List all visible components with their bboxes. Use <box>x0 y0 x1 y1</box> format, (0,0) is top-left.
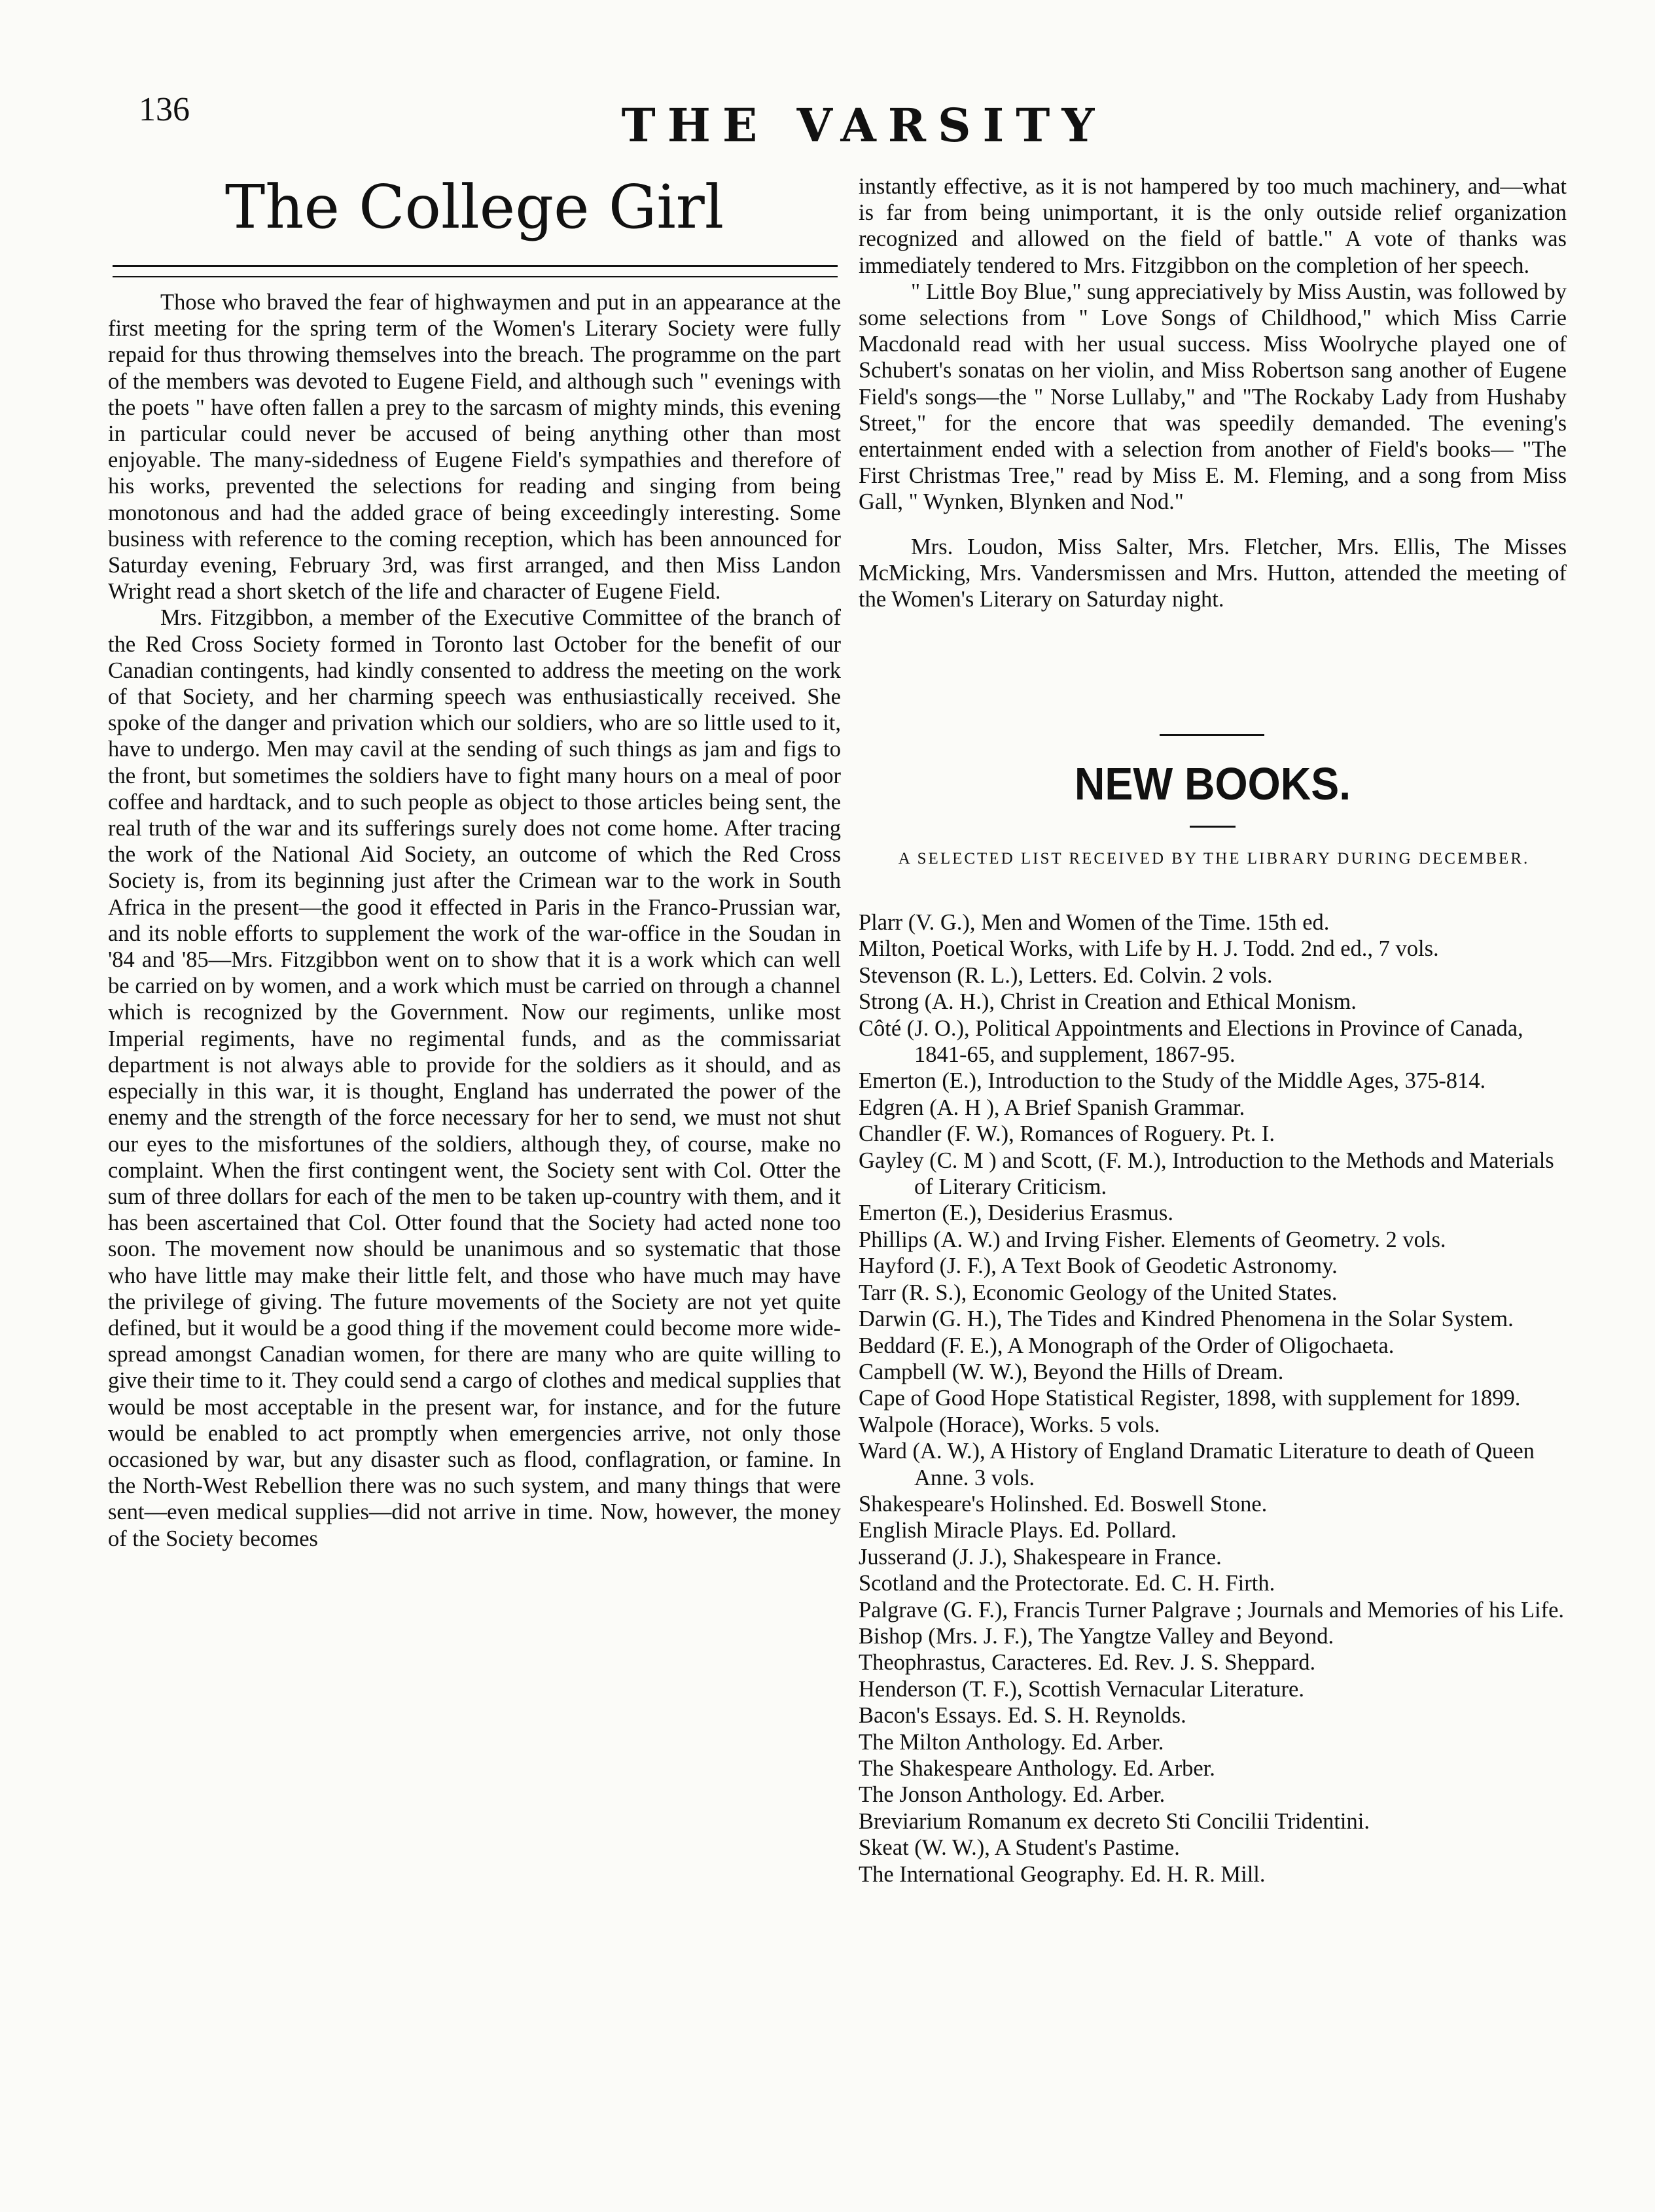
book-entry: Gayley (C. M ) and Scott, (F. M.), Introduction to the Methods and Materials of Literary Criticism. <box>859 1148 1554 1200</box>
book-entry: Côté (J. O.), Political Appointments and Elections in Province of Canada, 1841-65, and supplement, 1867-95. <box>859 1015 1523 1068</box>
new-books-heading: NEW BOOKS. <box>1074 758 1351 809</box>
book-entry: Hayford (J. F.), A Text Book of Geodetic Astronomy. <box>859 1254 1338 1279</box>
book-entry: Emerton (E.), Desiderius Erasmus. <box>859 1201 1173 1226</box>
book-entry: The Jonson Anthology. Ed. Arber. <box>859 1782 1166 1808</box>
article-paragraph: " Little Boy Blue," sung appreciatively by Miss Austin, was followed by some selections from " Love Songs of Childhood," which Miss Carrie Macdonald read with her usual success. Miss Woolryche played one of Schubert's sonatas on her violin, and Miss Robertson sang another of Eugene Field's songs—the " Norse Lullaby," and "The Rockaby Lady from Hushaby Street," for the encore that was speedily demanded. The evening's entertainment ended with a selection from another of Field's books— "The First Christmas Tree," read by Miss E. M. Fleming, and a song from Miss Gall, " Wynken, Blynken and Nod." <box>859 279 1567 515</box>
book-entry: Bacon's Essays. Ed. S. H. Reynolds. <box>859 1703 1186 1729</box>
book-entry: Emerton (E.), Introduction to the Study of the Middle Ages, 375-814. <box>859 1068 1486 1094</box>
book-entry: Scotland and the Protectorate. Ed. C. H. Firth. <box>859 1571 1275 1596</box>
book-entry: Darwin (G. H.), The Tides and Kindred Phenomena in the Solar System. <box>859 1307 1514 1332</box>
book-entry: The International Geography. Ed. H. R. Mill. <box>859 1861 1266 1887</box>
book-entry: Cape of Good Hope Statistical Register, 1898, with supplement for 1899. <box>859 1386 1521 1411</box>
book-entry: Walpole (Horace), Works. 5 vols. <box>859 1412 1160 1437</box>
book-entry: Breviarium Romanum ex decreto Sti Concilii Tridentini. <box>859 1808 1370 1834</box>
book-entry: Plarr (V. G.), Men and Women of the Time. 15th ed. <box>859 910 1330 935</box>
new-books-subtitle: A SELECTED LIST RECEIVED BY THE LIBRARY DURING DECEMBER. <box>898 850 1530 868</box>
book-entry: Beddard (F. E.), A Monograph of the Order of Oligochaeta. <box>859 1333 1395 1358</box>
book-entry: Skeat (W. W.), A Student's Pastime. <box>859 1835 1180 1861</box>
book-entry: Henderson (T. F.), Scottish Vernacular Literature. <box>859 1676 1304 1702</box>
article-paragraph: Mrs. Loudon, Miss Salter, Mrs. Fletcher, Mrs. Ellis, The Misses McMicking, Mrs. Vandersmissen and Mrs. Hutton, attended the meeting of the Women's Literary on Saturday night. <box>859 534 1567 612</box>
book-entry: Strong (A. H.), Christ in Creation and Ethical Monism. <box>859 989 1357 1015</box>
book-entry: Palgrave (G. F.), Francis Turner Palgrave ; Journals and Memories of his Life. <box>859 1597 1565 1623</box>
article-right-column <box>859 173 1567 612</box>
article-paragraph: Those who braved the fear of highwaymen and put in an appearance at the first meeting for the spring term of the Women's Literary Society were fully repaid for thus throwing themselves into the breach. The programme on the part of the members was devoted to Eugene Field, and although such " evenings with the poets " have often fallen a prey to the sarcasm of mighty minds, this evening in particular could never be accused of being anything other than most enjoyable. The many-sidedness of Eugene Field's sympathies and therefore of his works, prevented the selections for reading and singing from being monotonous and had the added grace of being exceedingly interesting. Some business with reference to the coming reception, which has been announced for Saturday evening, February 3rd, was first arranged, and then Miss Landon Wright read a short sketch of the life and character of Eugene Field. <box>108 290 841 605</box>
book-entry: Campbell (W. W.), Beyond the Hills of Dream. <box>859 1359 1284 1384</box>
section-divider <box>1160 734 1264 736</box>
book-entry: Phillips (A. W.) and Irving Fisher. Elements of Geometry. 2 vols. <box>859 1227 1446 1252</box>
book-entry: Ward (A. W.), A History of England Dramatic Literature to death of Queen Anne. 3 vols. <box>859 1439 1535 1490</box>
book-entry: Chandler (F. W.), Romances of Roguery. Pt. I. <box>859 1121 1275 1147</box>
book-entry: Jusserand (J. J.), Shakespeare in France. <box>859 1544 1222 1570</box>
article-paragraph: Mrs. Fitzgibbon, a member of the Executive Committee of the branch of the Red Cross Society formed in Toronto last October for the benefit of our Canadian contingents, had kindly consented to address the meeting on the work of that Society, and her charming speech was enthusiastically received. She spoke of the danger and privation which our soldiers, who are so little used to it, have to undergo. Men may cavil at the sending of such things as jam and figs to the front, but sometimes the soldiers have to fight many hours on a meal of poor coffee and hardtack, and to such people as object to those articles being sent, the real truth of the war and its sufferings surely does not come home. After tracing the work of the National Aid Society, an outcome of which the Red Cross Society is, from its beginning just after the Crimean war to the work in South Africa in the present—the good it effected in Paris in the Franco-Prussian war, and its noble efforts to supplement the work of the war-office in the Soudan in '84 and '85—Mrs. Fitzgibbon went on to show that it is a work which can well be carried on by women, and a work which must be carried on through a channel which is recognized by the Government. Now our regiments, unlike most Imperial regiments, have no regimental funds, and as the commissariat department is not always able to provide for the soldiers as it should, and as especially in this war, it is thought, England has underrated the power of the enemy and the strength of the force necessary for her to send, we must not shut our eyes to the misfortunes of the soldiers, although they, of course, make no complaint. When the first contingent went, the Society sent with Col. Otter the sum of three dollars for each of the men to be taken up-country with them, and it has been ascertained that Col. Otter found that the Society had acted none too soon. The movement now should be unanimous and so systematic that those who have little may make their little felt, and those who have much may have the privilege of giving. The future movements of the Society are not yet quite defined, but it would be a good thing if the movement could become more wide-spread amongst Canadian women, for there are many who are quite willing to give their time to it. They could send a cargo of clothes and medical supplies that would be most acceptable in the present war, for instance, and for the future would be enabled to act promptly when emergencies arrive, not only those occasioned by war, but any disaster such as flood, conflagration, or famine. In the North-West Rebellion there was no such system, and many things that were sent—even medical supplies—did not arrive in time. Now, however, the money of the Society becomes <box>108 605 841 1551</box>
article-left-column <box>108 289 841 1552</box>
book-entry: Theophrastus, Caracteres. Ed. Rev. J. S. Sheppard. <box>859 1650 1316 1676</box>
book-entry: Tarr (R. S.), Economic Geology of the United States. <box>859 1280 1338 1305</box>
book-entry: The Shakespeare Anthology. Ed. Arber. <box>859 1756 1215 1781</box>
masthead: THE VARSITY <box>621 98 1107 152</box>
book-entry: Edgren (A. H ), A Brief Spanish Grammar. <box>859 1095 1245 1120</box>
book-entry: Bishop (Mrs. J. F.), The Yangtze Valley and Beyond. <box>859 1623 1334 1649</box>
title-double-rule <box>113 265 838 277</box>
book-entry: Shakespeare's Holinshed. Ed. Boswell Stone. <box>859 1491 1268 1517</box>
book-list <box>859 909 1567 1887</box>
heading-underline <box>1190 826 1236 828</box>
page-number: 136 <box>139 91 190 128</box>
book-entry: Milton, Poetical Works, with Life by H. J. Todd. 2nd ed., 7 vols. <box>859 936 1439 962</box>
book-entry: Stevenson (R. L.), Letters. Ed. Colvin. 2 vols. <box>859 962 1273 988</box>
book-entry: The Milton Anthology. Ed. Arber. <box>859 1729 1164 1755</box>
article-title: The College Girl <box>224 172 724 242</box>
article-paragraph: instantly effective, as it is not hampered by too much machinery, and—what is far from being unimportant, it is the only outside relief organization recognized and allowed on the field of battle." A vote of thanks was immediately tendered to Mrs. Fitzgibbon on the completion of her speech. <box>859 174 1567 278</box>
book-entry: English Miracle Plays. Ed. Pollard. <box>859 1518 1177 1543</box>
